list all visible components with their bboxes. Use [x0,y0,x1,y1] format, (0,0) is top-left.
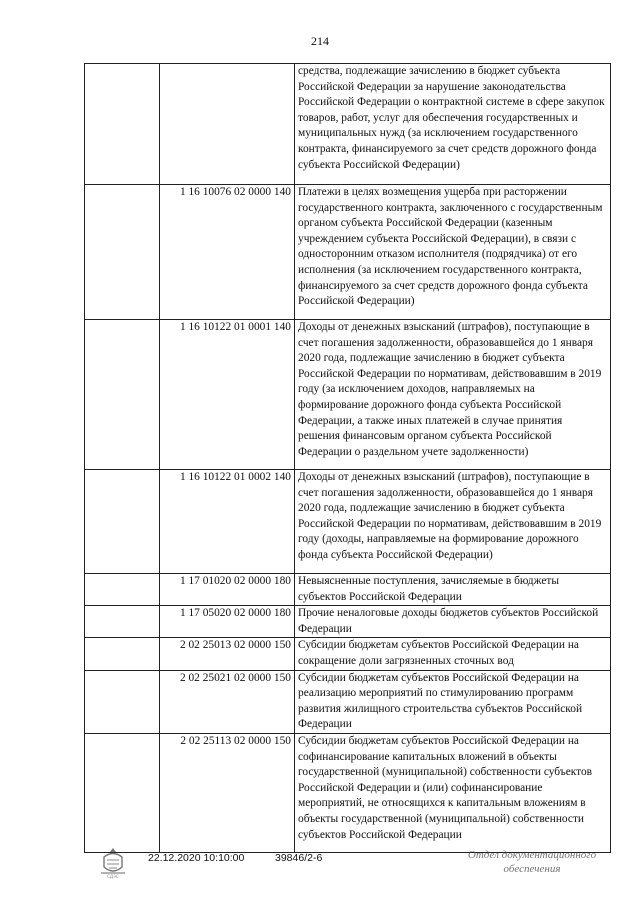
empty-cell [85,606,160,638]
empty-cell [85,64,160,185]
empty-cell [85,320,160,470]
empty-cell [85,470,160,574]
description-cell: Субсидии бюджетам субъектов Российской Федерации на реализацию мероприятий по стимулированию программ развития жилищного строительства субъектов Российской Федерации [295,670,611,733]
description-cell: средства, подлежащие зачислению в бюджет субъекта Российской Федерации за нарушение законодательства Российской Федерации о контрактной системе в сфере закупок товаров, работ, услуг для обеспечения государственных и муниципальных нужд (за исключением государственного контракта, финансируемого за счет средств дорожного фонда субъекта Российской Федерации) [295,64,611,185]
description-cell: Субсидии бюджетам субъектов Российской Федерации на сокращение доли загрязненных сточных вод [295,638,611,670]
footer-document-number: 39846/2-6 [275,852,323,864]
description-cell: Доходы от денежных взысканий (штрафов), поступающие в счет погашения задолженности, образовавшейся до 1 января 2020 года, подлежащие зачислению в бюджет субъекта Российской Федерации по нормативам, действовавшим в 2019 году (за исключением доходов, направляемых на формирование дорожного фонда субъекта Российской Федерации, а также иных платежей в случае принятия решения финансовым органом субъекта Российской Федерации о раздельном учете задолженности) [295,320,611,470]
table-row [85,733,611,852]
code-cell: 2 02 25113 02 0000 150 [160,733,295,852]
code-cell: 2 02 25013 02 0000 150 [160,638,295,670]
description-cell: Платежи в целях возмещения ущерба при расторжении государственного контракта, заключенного с государственным органом субъекта Российской Федерации (казенным учреждением субъекта Российской Федерации), в связи с односторонним отказом исполнителя (подрядчика) от его исполнения (за исключением государственного контракта, финансируемого за счет средств дорожного фонда субъекта Российской Федерации) [295,185,611,320]
empty-cell [85,185,160,320]
table-row [85,606,611,638]
description-cell: Невыясненные поступления, зачисляемые в бюджеты субъектов Российской Федерации [295,574,611,606]
empty-cell [85,638,160,670]
page-number: 214 [311,34,329,48]
svg-text:СДЭС: СДЭС [107,874,119,879]
table-row [85,470,611,574]
table-row [85,185,611,320]
empty-cell [85,574,160,606]
description-cell: Субсидии бюджетам субъектов Российской Федерации на софинансирование капитальных вложений в объекты государственной (муниципальной) собственности субъектов Российской Федерации и (или) софинансирование мероприятий, не относящихся к капитальным вложениям в объекты государственной (муниципальной) собственности субъектов Российской Федерации [295,733,611,852]
code-cell: 1 17 05020 02 0000 180 [160,606,295,638]
revenue-codes-table [84,63,611,853]
code-cell: 2 02 25021 02 0000 150 [160,670,295,733]
description-cell: Доходы от денежных взысканий (штрафов), поступающие в счет погашения задолженности, образовавшейся до 1 января 2020 года, подлежащие зачислению в бюджет субъекта Российской Федерации по нормативам, действовавшим в 2019 году (доходы, направляемые на формирование дорожного фонда субъекта Российской Федерации) [295,470,611,574]
table-row [85,64,611,185]
empty-cell [85,733,160,852]
footer-department-line: обеспечения [503,863,561,875]
table-row [85,670,611,733]
code-cell: 1 16 10122 01 0001 140 [160,320,295,470]
code-cell: 1 16 10122 01 0002 140 [160,470,295,574]
coat-of-arms-icon [96,845,130,879]
empty-cell [85,670,160,733]
table-row [85,574,611,606]
code-cell [160,64,295,185]
code-cell: 1 17 01020 02 0000 180 [160,574,295,606]
footer-datetime: 22.12.2020 10:10:00 [148,852,245,864]
table-row [85,638,611,670]
footer-department-line: Отдел документационного [467,849,597,861]
description-cell: Прочие неналоговые доходы бюджетов субъектов Российской Федерации [295,606,611,638]
code-cell: 1 16 10076 02 0000 140 [160,185,295,320]
footer-department-stamp [452,848,612,876]
table-row [85,320,611,470]
